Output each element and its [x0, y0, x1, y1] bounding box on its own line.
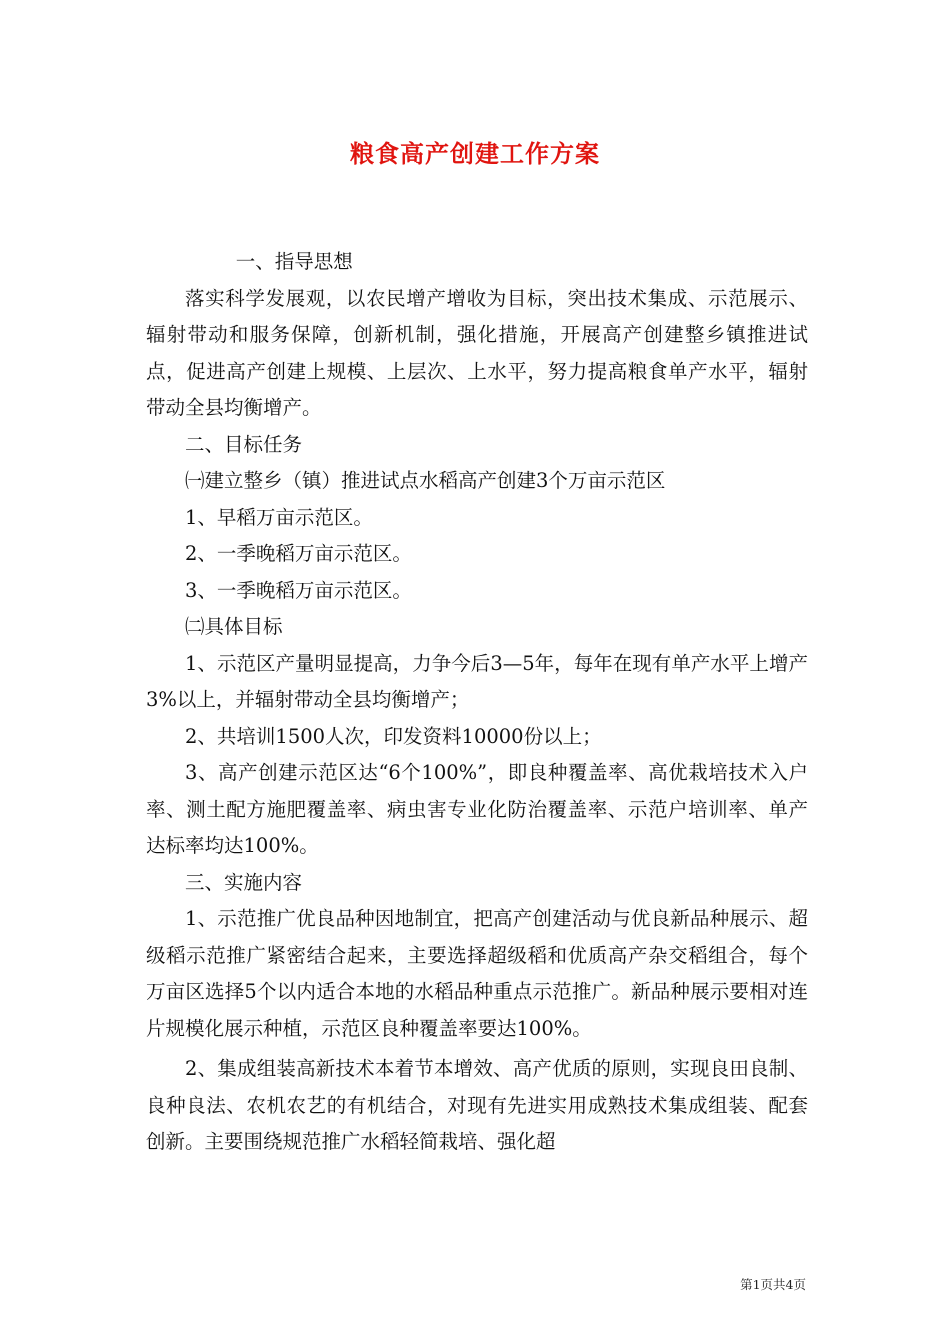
list-item: 1、示范区产量明显提高，力争今后3—5年，每年在现有单产水平上增产3%以上，并辐射带动全县均衡增产； — [146, 651, 808, 711]
paragraph: 1、示范推广优良品种因地制宜，把高产创建活动与优良新品种展示、超级稻示范推广紧密结合起来，主要选择超级稻和优质高产杂交稻组合，每个万亩区选择5个以内适合本地的水稻品种重点示范推广。新品种展示要相对连片规模化展示种植，示范区良种覆盖率要达100%。 — [146, 907, 808, 1040]
document-title: 粮食高产创建工作方案 — [350, 139, 600, 168]
subsection-heading: ㈠建立整乡（镇）推进试点水稻高产创建3个万亩示范区 — [185, 469, 666, 492]
paragraph: 落实科学发展观，以农民增产增收为目标，突出技术集成、示范展示、辐射带动和服务保障，创新机制，强化措施，开展高产创建整乡镇推进试点，促进高产创建上规模、上层次、上水平，努力提高粮食单产水平，辐射带动全县均衡增产。 — [146, 286, 808, 419]
paragraph: 2、集成组装高新技术本着节本增效、高产优质的原则，实现良田良制、良种良法、农机农艺的有机结合，对现有先进实用成熟技术集成组装、配套创新。主要围绕规范推广水稻轻简栽培、强化超 — [146, 1057, 808, 1153]
section-heading: 三、实施内容 — [185, 870, 303, 894]
section-heading: 一、指导思想 — [235, 250, 353, 273]
list-item: 3、高产创建示范区达“6个100%”，即良种覆盖率、高优栽培技术入户率、测土配方施肥覆盖率、病虫害专业化防治覆盖率、示范户培训率、单产达标率均达100%。 — [146, 761, 808, 857]
list-item: 2、共培训1500人次，印发资料10000份以上； — [185, 724, 602, 748]
subsection-heading: ㈡具体目标 — [185, 615, 283, 638]
section-heading: 二、目标任务 — [185, 432, 303, 456]
page-number: 第1页共4页 — [740, 1277, 806, 1292]
list-item: 1、早稻万亩示范区。 — [185, 505, 373, 529]
document-body — [146, 244, 808, 1161]
list-item: 3、一季晚稻万亩示范区。 — [185, 578, 412, 602]
list-item: 2、一季晚稻万亩示范区。 — [185, 542, 412, 565]
